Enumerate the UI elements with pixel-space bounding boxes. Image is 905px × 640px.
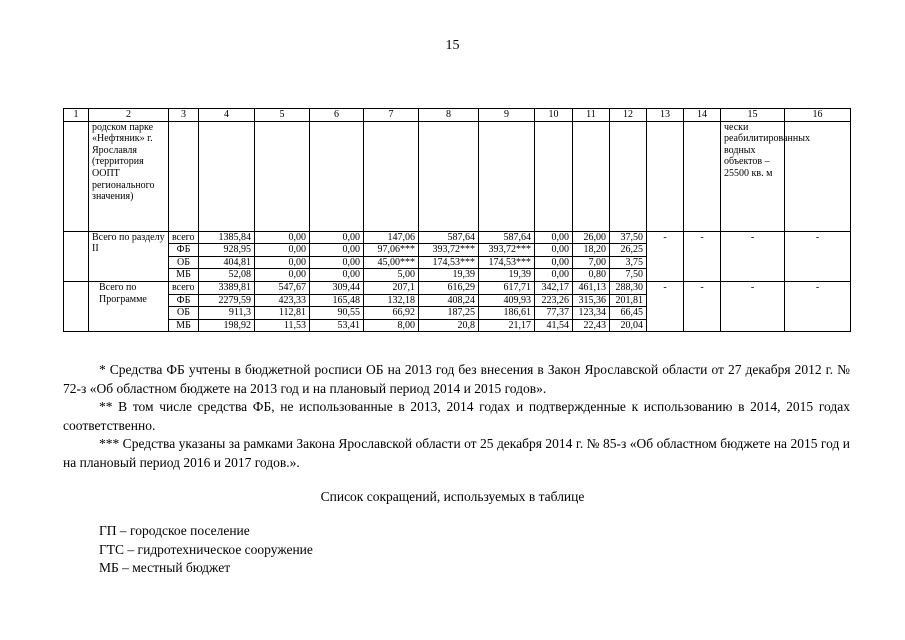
header-cell: 11 <box>573 109 610 122</box>
section-total-label: Всего по разделу II <box>89 231 169 281</box>
value-cell: 2279,59 <box>199 294 255 307</box>
value-cell: 174,53*** <box>479 256 535 269</box>
dash-cell: - <box>721 231 785 281</box>
value-cell: 616,29 <box>419 281 479 294</box>
value-cell: 315,36 <box>573 294 610 307</box>
value-cell: 0,00 <box>255 244 310 257</box>
value-cell: 408,24 <box>419 294 479 307</box>
value-cell: 147,06 <box>364 231 419 244</box>
value-cell: 461,13 <box>573 281 610 294</box>
value-cell: 19,39 <box>479 269 535 282</box>
value-cell: 0,00 <box>535 231 573 244</box>
value-cell: 18,20 <box>573 244 610 257</box>
dash-cell: - <box>721 281 785 331</box>
fund-label: ФБ <box>169 244 199 257</box>
page-number: 15 <box>445 38 460 53</box>
value-cell: 11,53 <box>255 319 310 332</box>
value-cell: 97,06*** <box>364 244 419 257</box>
value-cell: 66,92 <box>364 307 419 320</box>
abbreviation-item: МБ – местный бюджет <box>99 560 231 575</box>
value-cell: 52,08 <box>199 269 255 282</box>
dash-cell: - <box>785 281 851 331</box>
header-row <box>64 109 851 122</box>
header-cell: 12 <box>610 109 647 122</box>
continuation-row <box>64 121 851 231</box>
value-cell: 201,81 <box>610 294 647 307</box>
footnote: * Средства ФБ учтены в бюджетной росписи ОБ на 2013 год без внесения в Закон Ярославской области от 27 декабря 2012 г. № 72-з «Об областном бюджете на 2013 год и на плановый период 2014 и 2015 годов». <box>63 362 850 396</box>
value-cell: 66,45 <box>610 307 647 320</box>
value-cell: 207,1 <box>364 281 419 294</box>
value-cell: 165,48 <box>310 294 364 307</box>
value-cell: 41,54 <box>535 319 573 332</box>
value-cell: 223,26 <box>535 294 573 307</box>
value-cell: 547,67 <box>255 281 310 294</box>
dash-cell: - <box>785 231 851 281</box>
value-cell: 0,00 <box>310 231 364 244</box>
value-cell: 90,55 <box>310 307 364 320</box>
value-cell: 393,72*** <box>419 244 479 257</box>
dash-cell: - <box>647 281 684 331</box>
header-cell: 8 <box>419 109 479 122</box>
value-cell: 409,93 <box>479 294 535 307</box>
value-cell: 0,00 <box>310 244 364 257</box>
value-cell: 112,81 <box>255 307 310 320</box>
object-name-cell: родском парке «Нефтяник» г. Ярославля (территория ООПТ регионального значения) <box>89 121 169 231</box>
value-cell: 7,00 <box>573 256 610 269</box>
value-cell: 37,50 <box>610 231 647 244</box>
fund-label: ФБ <box>169 294 199 307</box>
header-cell: 6 <box>310 109 364 122</box>
value-cell: 0,00 <box>255 269 310 282</box>
abbreviation-item: ГП – городское поселение <box>99 523 250 538</box>
value-cell: 53,41 <box>310 319 364 332</box>
value-cell: 7,50 <box>610 269 647 282</box>
value-cell: 587,64 <box>419 231 479 244</box>
table-row <box>64 281 851 294</box>
value-cell: 20,04 <box>610 319 647 332</box>
header-cell: 2 <box>89 109 169 122</box>
footnote: *** Средства указаны за рамками Закона Ярославской области от 25 декабря 2014 г. № 85-з «Об областном бюджете на 2015 год и на плановый период 2016 и 2017 годов.». <box>63 436 850 470</box>
fund-label: МБ <box>169 319 199 332</box>
value-cell: 587,64 <box>479 231 535 244</box>
value-cell: 8,00 <box>364 319 419 332</box>
value-cell: 21,17 <box>479 319 535 332</box>
value-cell: 0,00 <box>535 244 573 257</box>
dash-cell: - <box>647 231 684 281</box>
value-cell: 45,00*** <box>364 256 419 269</box>
fund-label: ОБ <box>169 256 199 269</box>
header-cell: 3 <box>169 109 199 122</box>
value-cell: 404,81 <box>199 256 255 269</box>
header-cell: 5 <box>255 109 310 122</box>
value-cell: 617,71 <box>479 281 535 294</box>
value-cell: 0,00 <box>310 269 364 282</box>
value-cell: 0,00 <box>310 256 364 269</box>
value-cell: 423,33 <box>255 294 310 307</box>
value-cell: 0,80 <box>573 269 610 282</box>
value-cell: 393,72*** <box>479 244 535 257</box>
value-cell: 174,53*** <box>419 256 479 269</box>
value-cell: 911,3 <box>199 307 255 320</box>
program-total-label: Всего по Программе <box>89 281 169 331</box>
value-cell: 3,75 <box>610 256 647 269</box>
header-cell: 10 <box>535 109 573 122</box>
value-cell: 22,43 <box>573 319 610 332</box>
footnotes <box>63 361 850 472</box>
header-cell: 7 <box>364 109 419 122</box>
header-cell: 9 <box>479 109 535 122</box>
value-cell: 5,00 <box>364 269 419 282</box>
abbreviations-list <box>99 522 313 578</box>
value-cell: 342,17 <box>535 281 573 294</box>
value-cell: 26,00 <box>573 231 610 244</box>
table-row <box>64 231 851 244</box>
header-cell: 14 <box>684 109 721 122</box>
header-cell: 4 <box>199 109 255 122</box>
header-cell: 13 <box>647 109 684 122</box>
value-cell: 19,39 <box>419 269 479 282</box>
footnote: ** В том числе средства ФБ, не использованные в 2013, 2014 годах и подтвержденные к использованию в 2014, 2015 годах соответственно. <box>63 399 850 433</box>
value-cell: 123,34 <box>573 307 610 320</box>
fund-label: МБ <box>169 269 199 282</box>
value-cell: 186,61 <box>479 307 535 320</box>
value-cell: 132,18 <box>364 294 419 307</box>
value-cell: 288,30 <box>610 281 647 294</box>
value-cell: 198,92 <box>199 319 255 332</box>
fund-label: ОБ <box>169 307 199 320</box>
value-cell: 928,95 <box>199 244 255 257</box>
value-cell: 0,00 <box>255 231 310 244</box>
value-cell: 20,8 <box>419 319 479 332</box>
header-cell: 16 <box>785 109 851 122</box>
value-cell: 1385,84 <box>199 231 255 244</box>
value-cell: 3389,81 <box>199 281 255 294</box>
value-cell: 187,25 <box>419 307 479 320</box>
result-cell: чески реабилитированных водных объектов – 25500 кв. м <box>721 121 785 231</box>
header-cell: 1 <box>64 109 89 122</box>
value-cell: 26,25 <box>610 244 647 257</box>
budget-table <box>63 108 851 332</box>
value-cell: 0,00 <box>535 256 573 269</box>
header-cell: 15 <box>721 109 785 122</box>
value-cell: 0,00 <box>535 269 573 282</box>
dash-cell: - <box>684 231 721 281</box>
value-cell: 77,37 <box>535 307 573 320</box>
value-cell: 309,44 <box>310 281 364 294</box>
value-cell: 0,00 <box>255 256 310 269</box>
dash-cell: - <box>684 281 721 331</box>
fund-label: всего <box>169 281 199 294</box>
abbreviation-item: ГТС – гидротехническое сооружение <box>99 541 313 557</box>
abbreviations-title: Список сокращений, используемых в таблице <box>320 489 585 504</box>
fund-label: всего <box>169 231 199 244</box>
